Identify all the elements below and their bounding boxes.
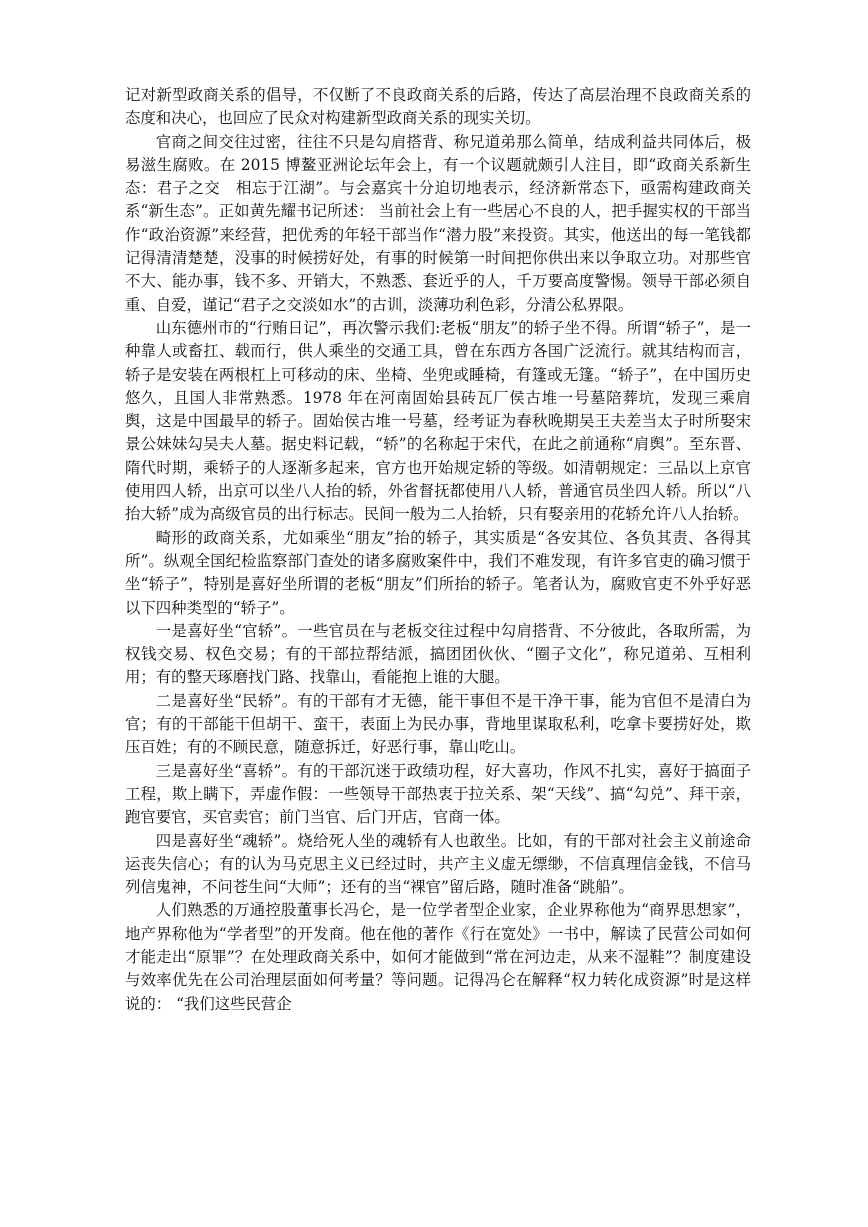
paragraph-2: 官商之间交往过密，往往不只是勾肩搭背、称兄道弟那么简单，结成利益共同体后，极易滋生腐败。在 2015 博鳌亚洲论坛年会上，有一个议题就颇引人注目，即“政商关系新生态：君子之交 相忘于江湖”。与会嘉宾十分迫切地表示，经济新常态下，亟需构建政商关系“新生态”。正如黄先耀书记所述： 当前社会上有一些居心不良的人，把手握实权的干部当作“政治资源”来经营，把优秀的年轻干部当作“潜力股”来投资。其实，他送出的每一笔钱都记得清清楚楚，没事的时候捞好处，有事的时候第一时间把你供出来以争取立功。对那些官不大、能办事，钱不多、开销大，不熟悉、套近乎的人，千万要高度警惕。领导干部必须自重、自爱，谨记“君子之交淡如水”的古训，淡薄功利色彩，分清公私界限。 [125, 132, 751, 314]
paragraph-8: 四是喜好坐“魂轿”。烧给死人坐的魂轿有人也敢坐。比如，有的干部对社会主义前途命运丧失信心；有的认为马克思主义已经过时，共产主义虚无缥缈，不信真理信金钱，不信马列信鬼神，不问苍生问“大师”；还有的当“裸官”留后路，随时准备“跳船”。 [125, 831, 751, 897]
paragraph-3: 山东德州市的“行贿日记”，再次警示我们:老板“朋友”的轿子坐不得。所谓“轿子”，是一种靠人或畜扛、载而行，供人乘坐的交通工具，曾在东西方各国广泛流行。就其结构而言，轿子是安装在两根杠上可移动的床、坐椅、坐兜或睡椅，有篷或无篷。“轿子”，在中国历史悠久，且国人非常熟悉。1978 年在河南固始县砖瓦厂侯古堆一号墓陪葬坑，发现三乘肩舆，这是中国最早的轿子。固始侯古堆一号墓，经考证为春秋晚期吴王夫差当太子时所娶宋景公妹妹勾吴夫人墓。据史料记载，“轿”的名称起于宋代，在此之前通称“肩舆”。至东晋、隋代时期，乘轿子的人逐渐多起来，官方也开始规定轿的等级。如清朝规定：三品以上京官使用四人轿，出京可以坐八人抬的轿，外省督抚都使用八人轿，普通官员坐四人轿。所以“八抬大轿”成为高级官员的出行标志。民间一般为二人抬轿，只有娶亲用的花轿允许八人抬轿。 [125, 318, 751, 524]
paragraph-5: 一是喜好坐“官轿”。一些官员在与老板交往过程中勾肩搭背、不分彼此，各取所需，为权钱交易、权色交易；有的干部拉帮结派，搞团团伙伙、“圈子文化”，称兄道弟、互相利用；有的整天琢磨找门路、找靠山，看能抱上谁的大腿。 [125, 621, 751, 687]
document-page [125, 84, 751, 1016]
paragraph-4: 畸形的政商关系，尤如乘坐“朋友”抬的轿子，其实质是“各安其位、各负其责、各得其所”。纵观全国纪检监察部门查处的诸多腐败案件中，我们不难发现，有许多官吏的确习惯于坐“轿子”，特别是喜好坐所谓的老板“朋友”们所抬的轿子。笔者认为，腐败官吏不外乎好恶以下四种类型的“轿子”。 [125, 528, 751, 617]
paragraph-7: 三是喜好坐“喜轿”。有的干部沉迷于政绩功程，好大喜功，作风不扎实，喜好于搞面子工程，欺上瞒下，弄虚作假：一些领导干部热衷于拉关系、架“天线”、搞“勾兑”、拜干亲，跑官要官，买官卖官；前门当官、后门开店，官商一体。 [125, 761, 751, 827]
paragraph-1: 记对新型政商关系的倡导，不仅断了不良政商关系的后路，传达了高层治理不良政商关系的态度和决心，也回应了民众对构建新型政商关系的现实关切。 [125, 86, 751, 128]
paragraph-9: 人们熟悉的万通控股董事长冯仑，是一位学者型企业家，企业界称他为“商界思想家”，地产界称他为“学者型”的开发商。他在他的著作《行在宽处》一书中，解读了民营公司如何才能走出“原罪”？在处理政商关系中，如何才能做到“常在河边走，从来不湿鞋”？制度建设与效率优先在公司治理层面如何考量？等问题。记得冯仑在解释“权力转化成资源”时是这样说的： “我们这些民营企 [125, 901, 751, 1013]
paragraph-6: 二是喜好坐“民轿”。有的干部有才无德，能干事但不是干净干事，能为官但不是清白为官；有的干部能干但胡干、蛮干，表面上为民办事，背地里谋取私利，吃拿卡要捞好处，欺压百姓；有的不顾民意，随意拆迁，好恶行事，靠山吃山。 [125, 691, 751, 757]
